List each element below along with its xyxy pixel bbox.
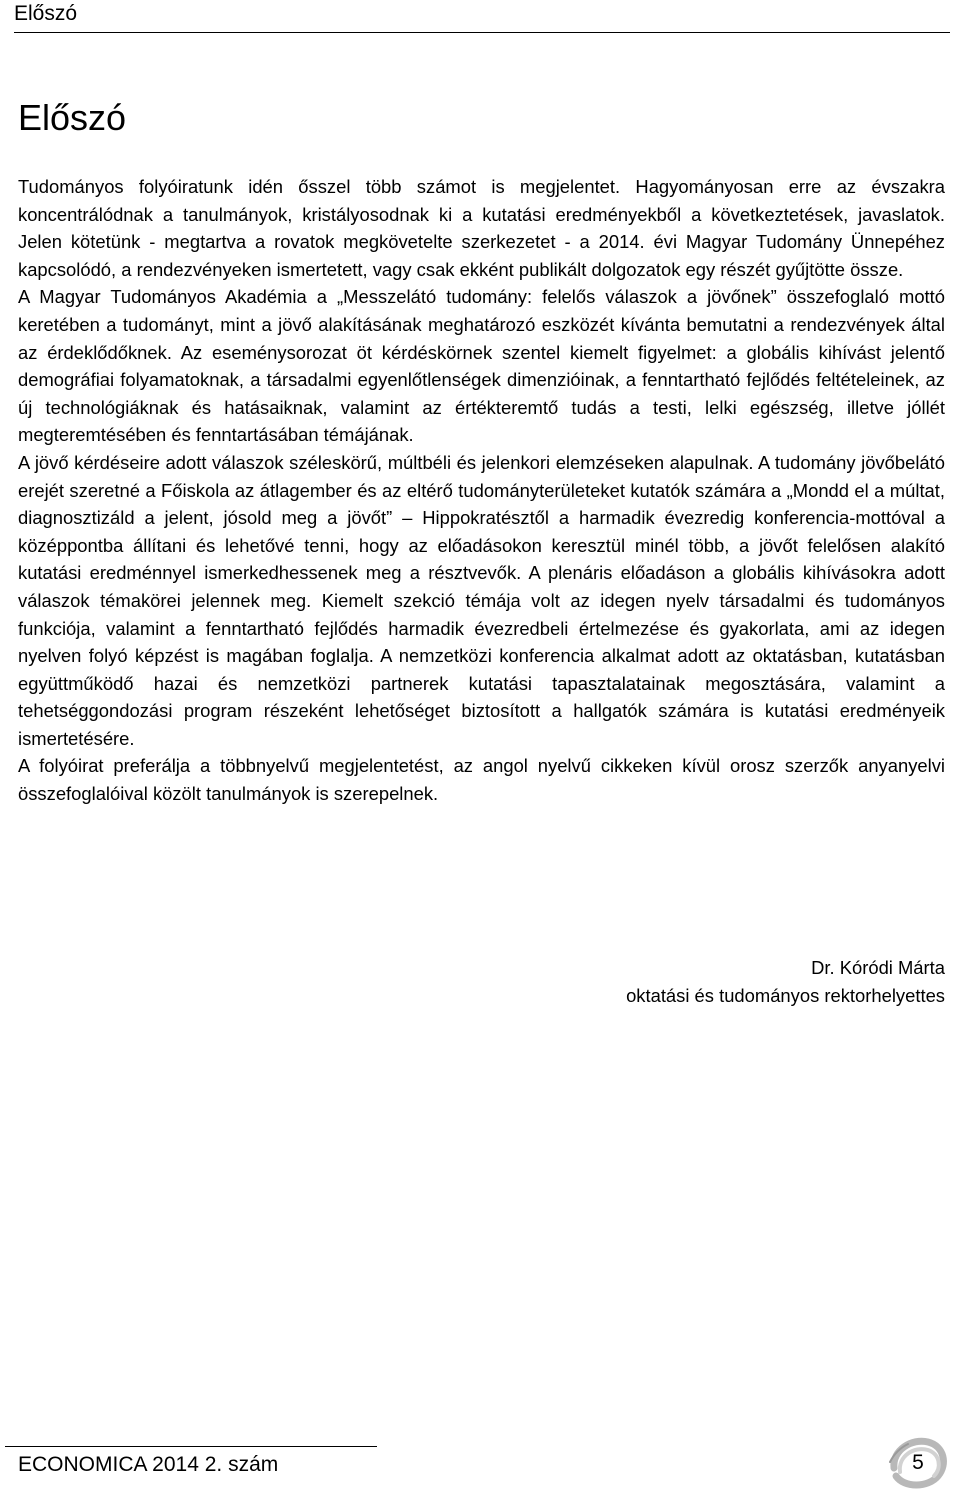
page-title: Előszó xyxy=(18,97,127,138)
paragraph-4: A folyóirat preferálja a többnyelvű megjelentetést, az angol nyelvű cikkeken kívül orosz szerzők anyanyelvi összefoglalóival közölt tanulmányok is szerepelnek. xyxy=(18,755,945,805)
signature-position: oktatási és tudományos rektorhelyettes xyxy=(626,985,945,1006)
footer-journal: ECONOMICA 2014 2. szám xyxy=(18,1453,279,1476)
body-text xyxy=(18,173,945,808)
page-number: 5 xyxy=(912,1451,924,1474)
running-header xyxy=(0,0,960,40)
signature-block xyxy=(626,954,945,1010)
header-divider xyxy=(14,32,950,33)
footer-divider xyxy=(5,1446,377,1447)
page-number-badge xyxy=(884,1432,952,1492)
paragraph-3: A jövő kérdéseire adott válaszok széleskörű, múltbéli és jelenkori elemzéseken alapulnak. A tudomány jövőbelátó erejét szeretné a Főiskola az átlagember és az eltérő tudományterületeket kutatók számára a „Mondd el a múltat, diagnosztizáld a jelent, jósold meg a jövőt” – Hippokratésztől a harmadik évezredig konferencia-mottóval a középpontba állítani és lehetővé tenni, hogy az előadásokon keresztül minél több, a jövőt felelősen alakító kutatási eredménnyel ismerkedhessenek meg a résztvevők. A plenáris előadáson a globális kihívásokra adott válaszok témakörei jelennek meg. Kiemelt szekció témája volt az idegen nyelv társadalmi és tudományos funkciója, valamint a fenntartható fejlődés harmadik évezredbeli értelmezése és gyakorlata, ami az idegen nyelven folyó képzést is magában foglalja. A nemzetközi konferencia alkalmat adott az oktatásban, kutatásban együttműködő hazai és nemzetközi partnerek kutatási tapasztalatainak megosztására, valamint a tehetséggondozási program részeként lehetőséget biztosított a hallgatók számára is kutatási eredményeik ismertetésére. xyxy=(18,451,945,749)
paragraph-2: A Magyar Tudományos Akadémia a „Messzelátó tudomány: felelős válaszok a jövőnek” összefoglaló mottó keretében a tudományt, mint a jövő alakításának meghatározó eszközét kívánta bemutatni a rendezvények által az érdeklődőknek. Az eseménysorozat öt kérdéskörnek szentel kiemelt figyelmet: a globális kihívást jelentő demográfiai folyamatoknak, a társadalmi egyenlőtlenségek dimenzióinak, a fenntartható fejlődés feltételeinek, az új technológiáknak és hatásaiknak, valamint az értékteremtő tudás a testi, lelki egészség, illetve jóllét megteremtésében és fenntartásában témájának. xyxy=(18,286,945,446)
running-header-title: Előszó xyxy=(14,2,78,25)
signature-name: Dr. Kóródi Márta xyxy=(811,957,945,978)
paragraph-1: Tudományos folyóiratunk idén ősszel több számot is megjelentet. Hagyományosan erre az évszakra koncentrálódnak a tanulmányok, kristályosodnak ki a kutatási eredményekből a következtetések, javaslatok. Jelen kötetünk - megtartva a rovatok megkövetelte szerkezetet - a 2014. évi Magyar Tudomány Ünnepéhez kapcsolódó, a rendezvényeken ismertetett, vagy csak ekként publikált dolgozatok egy részét gyűjtötte össze. xyxy=(18,176,945,280)
